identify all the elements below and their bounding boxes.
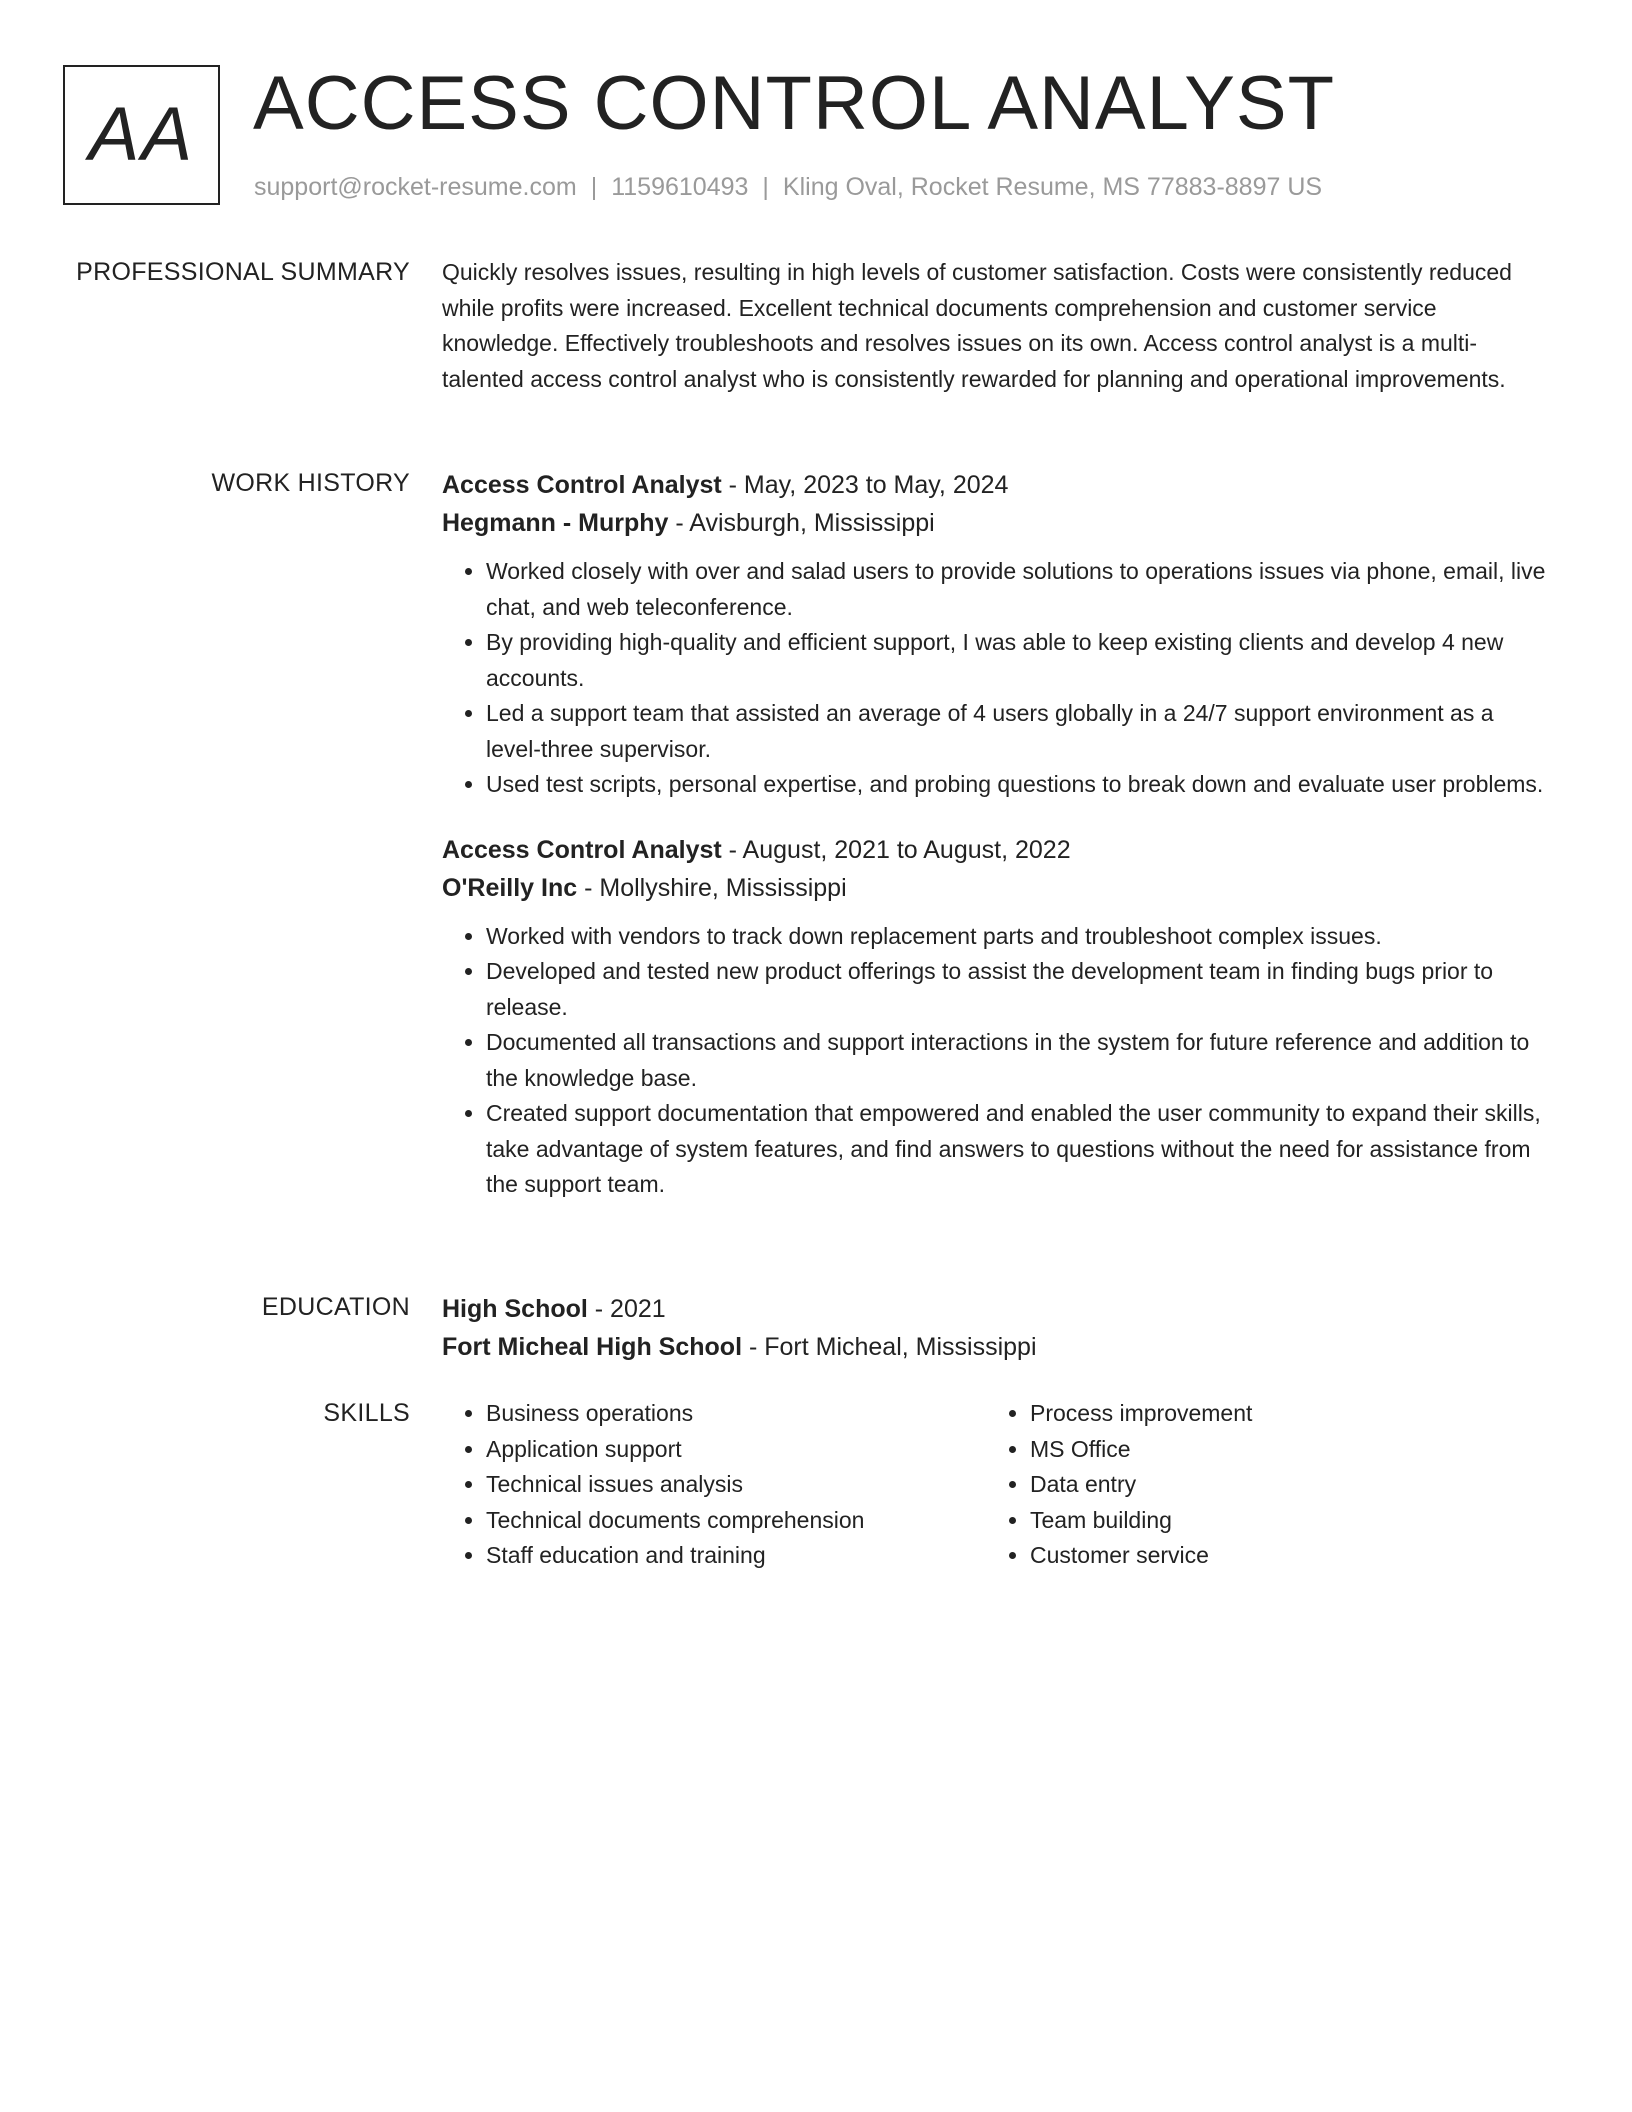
skill-item: • Staff education and training: [486, 1538, 986, 1574]
work-history-label: WORK HISTORY: [211, 469, 410, 497]
skill-item: • Application support: [486, 1432, 986, 1468]
monogram-initials: AA: [88, 92, 195, 177]
job-bullet: • Worked closely with over and salad users to provide solutions to operations issues via phone, email, live chat, and web teleconference.: [486, 554, 1552, 625]
job-bullets: [442, 554, 1552, 803]
education-year: - 2021: [587, 1295, 666, 1323]
education-school: Fort Micheal High School: [442, 1333, 743, 1361]
skills-column-left: [442, 1396, 986, 1574]
skill-item: • MS Office: [1030, 1432, 1530, 1468]
job-bullet: • Developed and tested new product offerings to assist the development team in finding bugs prior to release.: [486, 954, 1552, 1025]
skills-column-right: [986, 1396, 1530, 1574]
job-title: Access Control Analyst: [442, 471, 722, 499]
resume-name: ACCESS CONTROL ANALYST: [253, 61, 1336, 146]
contact-line: [254, 172, 1322, 202]
job-company-line: [442, 869, 1552, 907]
job-company: Hegmann - Murphy: [442, 509, 669, 537]
education-school-line: [442, 1328, 1552, 1366]
skill-item: • Business operations: [486, 1396, 986, 1432]
job-title: Access Control Analyst: [442, 835, 722, 864]
job-location: - Mollyshire, Mississippi: [577, 873, 847, 902]
skill-item: • Process improvement: [1030, 1396, 1530, 1432]
job-entry: [442, 831, 1552, 1203]
education-body: [442, 1290, 1552, 1366]
skills-grid: [442, 1396, 1552, 1574]
summary-text: Quickly resolves issues, resulting in high levels of customer satisfaction. Costs were consistently reduced while profits were increased. Excellent technical documents comprehension and customer service knowledge. Effectively troubleshoots and resolves issues on its own. Access control analyst is a multi-talented access control analyst who is consistently rewarded for planning and operational improvements.: [442, 259, 1512, 392]
job-company-line: [442, 504, 1552, 542]
skill-item: • Technical issues analysis: [486, 1467, 986, 1503]
contact-separator: |: [590, 173, 598, 201]
education-degree-line: [442, 1290, 1552, 1328]
job-location: - Avisburgh, Mississippi: [668, 509, 935, 537]
job-bullet: • By providing high-quality and efficient support, I was able to keep existing clients and develop 4 new accounts.: [486, 625, 1552, 696]
skill-item: • Data entry: [1030, 1467, 1530, 1503]
job-dates: - May, 2023 to May, 2024: [721, 471, 1009, 499]
skill-item: • Customer service: [1030, 1538, 1530, 1574]
job-bullet: • Worked with vendors to track down replacement parts and troubleshoot complex issues.: [486, 919, 1552, 955]
contact-separator: |: [762, 173, 769, 201]
skill-item: • Team building: [1030, 1503, 1530, 1539]
summary-label: PROFESSIONAL SUMMARY: [76, 258, 410, 286]
job-title-line: [442, 831, 1552, 869]
education-degree: High School: [442, 1295, 588, 1323]
skills-label: SKILLS: [323, 1399, 410, 1427]
education-location: - Fort Micheal, Mississippi: [742, 1333, 1037, 1361]
skills-body: [442, 1396, 1552, 1574]
skill-item: • Technical documents comprehension: [486, 1503, 986, 1539]
job-entry: [442, 466, 1552, 803]
monogram-box: [63, 65, 220, 205]
job-bullet: • Documented all transactions and support interactions in the system for future reference and addition to the knowledge base.: [486, 1025, 1552, 1096]
job-dates: - August, 2021 to August, 2022: [721, 835, 1071, 864]
job-title-line: [442, 466, 1552, 504]
job-bullet: • Used test scripts, personal expertise, and probing questions to break down and evaluate user problems.: [486, 767, 1552, 803]
education-label: EDUCATION: [261, 1293, 410, 1321]
contact-phone: 1159610493: [611, 173, 749, 201]
contact-email: support@rocket-resume.com: [254, 173, 577, 201]
job-company: O'Reilly Inc: [442, 873, 578, 902]
job-bullets: [442, 919, 1552, 1203]
work-history-body: [442, 466, 1552, 1231]
job-bullet: • Created support documentation that empowered and enabled the user community to expand their skills, take advantage of system features, and find answers to questions without the need for assistance from the support team.: [486, 1096, 1552, 1203]
contact-address: Kling Oval, Rocket Resume, MS 77883-8897 US: [782, 173, 1323, 201]
job-bullet: • Led a support team that assisted an average of 4 users globally in a 24/7 support environment as a level-three supervisor.: [486, 696, 1552, 767]
summary-body: [442, 255, 1552, 397]
